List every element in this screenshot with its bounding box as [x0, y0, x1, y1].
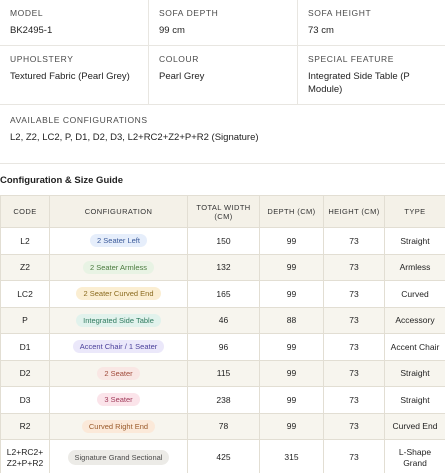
spec-model	[0, 0, 149, 45]
code-cell: D1	[1, 334, 50, 361]
spec-special-feature	[298, 46, 445, 104]
depth-cell: 88	[260, 307, 324, 334]
configuration-badge: 2 Seater Armless	[83, 261, 154, 274]
spec-value: Pearl Grey	[159, 71, 205, 82]
spec-value: Textured Fabric (Pearl Grey)	[10, 71, 130, 82]
height-cell: 73	[324, 360, 385, 387]
spec-label: UPHOLSTERY	[10, 54, 74, 64]
configuration-cell	[50, 360, 188, 387]
depth-cell: 99	[260, 228, 324, 255]
height-cell: 73	[324, 440, 385, 473]
code-cell: D3	[1, 387, 50, 414]
spec-colour	[149, 46, 298, 104]
type-cell: Straight	[385, 228, 445, 255]
spec-value: 99 cm	[159, 25, 185, 36]
configuration-badge: Signature Grand Sectional	[68, 450, 170, 465]
code-cell: D2	[1, 360, 50, 387]
spec-sofa-height	[298, 0, 445, 45]
configuration-cell	[50, 334, 188, 361]
height-cell: 73	[324, 413, 385, 440]
type-cell: Straight	[385, 387, 445, 414]
spec-value: Integrated Side Table (P Module)	[308, 71, 410, 95]
code-cell: L2	[1, 228, 50, 255]
spec-label: AVAILABLE CONFIGURATIONS	[10, 115, 148, 125]
spec-label: COLOUR	[159, 54, 199, 64]
depth-cell: 315	[260, 440, 324, 473]
depth-cell: 99	[260, 387, 324, 414]
configuration-cell	[50, 440, 188, 473]
width-cell: 115	[188, 360, 260, 387]
table-row	[1, 387, 445, 414]
table-row	[1, 254, 445, 281]
spec-label: SPECIAL FEATURE	[308, 54, 394, 64]
width-cell: 150	[188, 228, 260, 255]
configuration-badge: Accent Chair / 1 Seater	[73, 340, 165, 353]
section-title: Configuration & Size Guide	[0, 175, 123, 186]
column-header: CONFIGURATION	[50, 196, 188, 228]
configuration-cell	[50, 387, 188, 414]
type-cell: Curved	[385, 281, 445, 308]
height-cell: 73	[324, 281, 385, 308]
spec-configurations	[0, 105, 445, 163]
height-cell: 73	[324, 254, 385, 281]
height-cell: 73	[324, 228, 385, 255]
width-cell: 238	[188, 387, 260, 414]
table-row	[1, 440, 445, 473]
column-header: HEIGHT (CM)	[324, 196, 385, 228]
code-cell: Z2	[1, 254, 50, 281]
height-cell: 73	[324, 307, 385, 334]
spec-value: BK2495-1	[10, 25, 53, 36]
spec-row	[0, 105, 445, 164]
spec-row	[0, 46, 445, 105]
width-cell: 46	[188, 307, 260, 334]
configuration-cell	[50, 413, 188, 440]
depth-cell: 99	[260, 254, 324, 281]
configuration-cell	[50, 281, 188, 308]
type-cell: Armless	[385, 254, 445, 281]
code-cell: L2+RC2+ Z2+P+R2	[1, 440, 50, 473]
configuration-badge: Integrated Side Table	[76, 314, 161, 327]
width-cell: 425	[188, 440, 260, 473]
spec-upholstery	[0, 46, 149, 104]
configuration-badge: 3 Seater	[97, 393, 139, 406]
table-header-row	[1, 196, 445, 228]
configuration-cell	[50, 228, 188, 255]
column-header: TYPE	[385, 196, 445, 228]
type-cell: L-Shape Grand	[385, 440, 445, 473]
depth-cell: 99	[260, 281, 324, 308]
spec-row	[0, 0, 445, 46]
type-cell: Accent Chair	[385, 334, 445, 361]
column-header: TOTAL WIDTH (CM)	[188, 196, 260, 228]
code-cell: P	[1, 307, 50, 334]
depth-cell: 99	[260, 360, 324, 387]
spec-sofa-depth	[149, 0, 298, 45]
configuration-cell	[50, 254, 188, 281]
code-cell: R2	[1, 413, 50, 440]
configuration-badge: 2 Seater Curved End	[76, 287, 160, 300]
configuration-badge: Curved Right End	[82, 420, 155, 433]
type-cell: Straight	[385, 360, 445, 387]
size-guide-table	[0, 195, 445, 473]
table-row	[1, 334, 445, 361]
width-cell: 132	[188, 254, 260, 281]
configuration-cell	[50, 307, 188, 334]
height-cell: 73	[324, 334, 385, 361]
column-header: DEPTH (CM)	[260, 196, 324, 228]
spec-label: MODEL	[10, 8, 44, 18]
table-row	[1, 360, 445, 387]
type-cell: Curved End	[385, 413, 445, 440]
width-cell: 165	[188, 281, 260, 308]
spec-value: 73 cm	[308, 25, 334, 36]
type-cell: Accessory	[385, 307, 445, 334]
configuration-badge: 2 Seater	[97, 367, 139, 380]
spec-value: L2, Z2, LC2, P, D1, D2, D3, L2+RC2+Z2+P+R2 (Signature)	[10, 132, 259, 143]
column-header: CODE	[1, 196, 50, 228]
table-row	[1, 228, 445, 255]
spec-label: SOFA HEIGHT	[308, 8, 372, 18]
depth-cell: 99	[260, 413, 324, 440]
table-row	[1, 281, 445, 308]
height-cell: 73	[324, 387, 385, 414]
configuration-badge: 2 Seater Left	[90, 234, 147, 247]
depth-cell: 99	[260, 334, 324, 361]
table-row	[1, 307, 445, 334]
specifications-panel	[0, 0, 445, 164]
width-cell: 96	[188, 334, 260, 361]
spec-label: SOFA DEPTH	[159, 8, 219, 18]
table-row	[1, 413, 445, 440]
width-cell: 78	[188, 413, 260, 440]
code-cell: LC2	[1, 281, 50, 308]
